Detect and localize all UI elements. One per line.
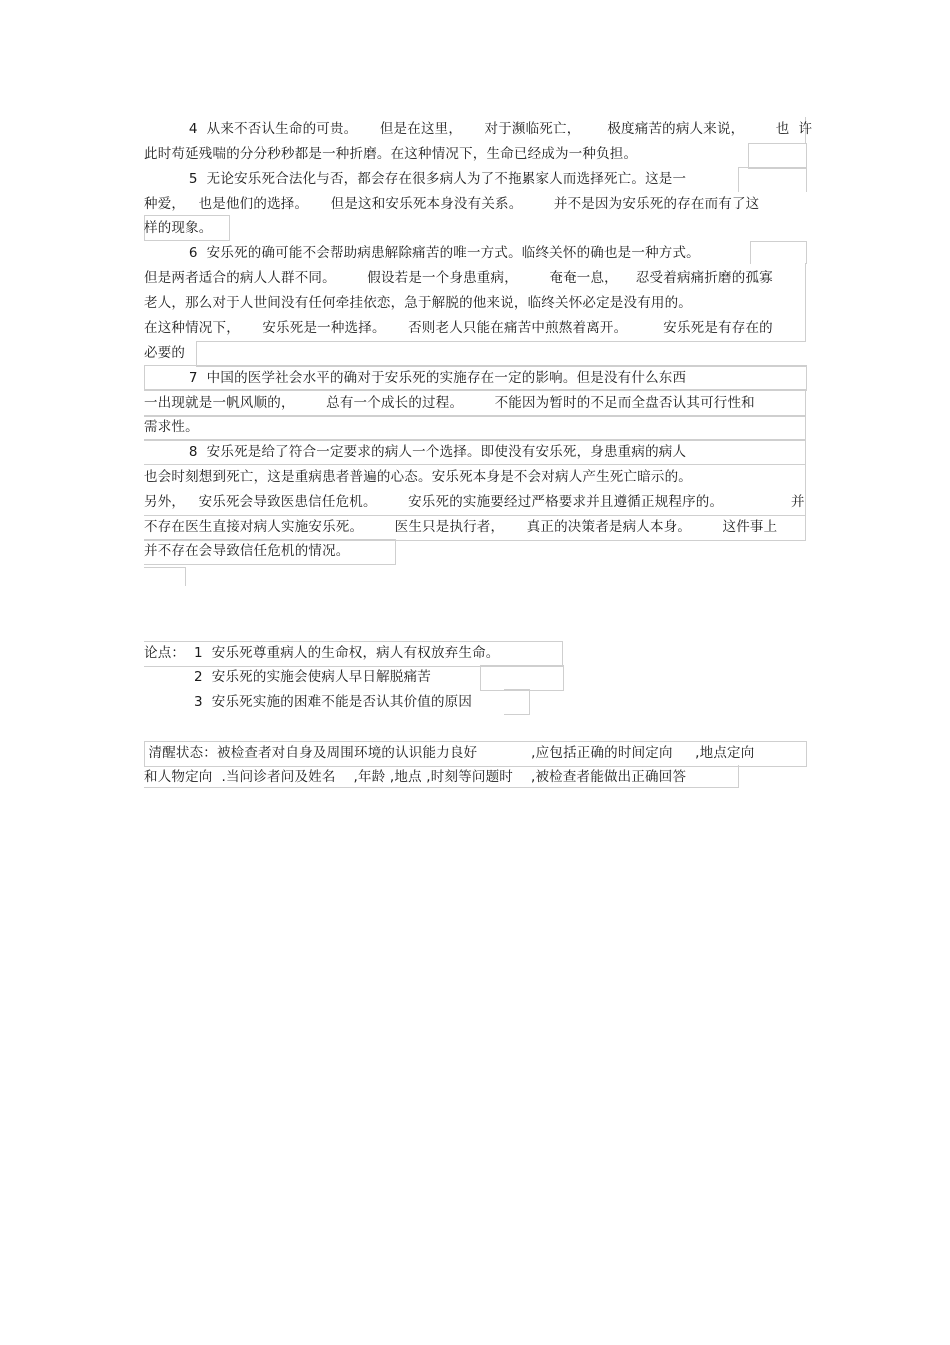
definition-line-2: 和人物定向 .当问诊者问及姓名 ,年龄 ,地点 ,时刻等问题时 ,被检查者能做出正确回答 <box>144 769 687 785</box>
text-box-frame <box>144 567 186 586</box>
paragraph-7-line-3: 需求性。 <box>144 419 199 435</box>
paragraph-8-line-4: 不存在医生直接对病人实施安乐死。 医生只是执行者， 真正的决策者是病人本身。 这件事上 <box>144 519 778 535</box>
paragraph-5-line-2: 种爱， 也是他们的选择。 但是这和安乐死本身没有关系。 并不是因为安乐死的存在而有了这 <box>144 196 760 212</box>
paragraph-8-line-3-tail: 并 <box>791 494 805 510</box>
argument-item-2: 2 安乐死的实施会使病人早日解脱痛苦 <box>194 669 431 685</box>
paragraph-6-line-3: 老人，那么对于人世间没有任何牵挂依恋，急于解脱的他来说，临终关怀必定是没有用的。 <box>144 295 692 311</box>
definition-line-1: 清醒状态：被检查者对自身及周围环境的认识能力良好 ,应包括正确的时间定向 ,地点定向 <box>144 745 755 761</box>
paragraph-8-line-3: 另外， 安乐死会导致医患信任危机。 安乐死的实施要经过严格要求并且遵循正规程序的。 <box>144 494 724 510</box>
text-box-frame <box>748 143 807 169</box>
paragraph-6-line-1: 6 安乐死的确可能不会帮助病患解除痛苦的唯一方式。临终关怀的确也是一种方式。 <box>144 245 700 261</box>
text-box-frame <box>196 341 806 367</box>
text-box-frame <box>738 167 807 192</box>
paragraph-6-line-5: 必要的 <box>144 345 186 361</box>
paragraph-7-line-2: 一出现就是一帆风顺的， 总有一个成长的过程。 不能因为暂时的不足而全盘否认其可行性和 <box>144 395 755 411</box>
argument-item-1: 1 安乐死尊重病人的生命权，病人有权放弃生命。 <box>194 645 500 661</box>
paragraph-6-line-2: 但是两者适合的病人人群不同。 假设若是一个身患重病， 奄奄一息， 忍受着病痛折磨的孤寡 <box>144 270 773 286</box>
text-box-frame <box>750 241 807 264</box>
paragraph-5-line-3: 样的现象。 <box>144 220 213 236</box>
paragraph-6-line-4: 在这种情况下， 安乐死是一种选择。 否则老人只能在痛苦中煎熬着离开。 安乐死是有存在的 <box>144 320 773 336</box>
paragraph-7-line-1: 7 中国的医学社会水平的确对于安乐死的实施存在一定的影响。但是没有什么东西 <box>144 370 687 386</box>
paragraph-8-line-5: 并不存在会导致信任危机的情况。 <box>144 543 350 559</box>
paragraph-8-line-1: 8 安乐死是给了符合一定要求的病人一个选择。即使没有安乐死，身患重病的病人 <box>144 444 687 460</box>
text-box-frame <box>480 665 564 691</box>
text-box-frame <box>144 415 806 441</box>
text-box-frame <box>504 689 530 715</box>
paragraph-4-line-2: 此时苟延残喘的分分秒秒都是一种折磨。在这种情况下，生命已经成为一种负担。 <box>144 146 638 162</box>
argument-item-3: 3 安乐死实施的困难不能是否认其价值的原因 <box>194 694 473 710</box>
arguments-label: 论点： <box>144 645 186 661</box>
paragraph-5-line-1: 5 无论安乐死合法化与否，都会存在很多病人为了不拖累家人而选择死亡。这是一 <box>144 171 687 187</box>
paragraph-4-line-1: 4 从来不否认生命的可贵。 但是在这里， 对于濒临死亡， 极度痛苦的病人来说， 也 许 <box>144 121 813 137</box>
paragraph-8-line-2: 也会时刻想到死亡，这是重病患者普遍的心态。安乐死本身是不会对病人产生死亡暗示的。 <box>144 469 692 485</box>
